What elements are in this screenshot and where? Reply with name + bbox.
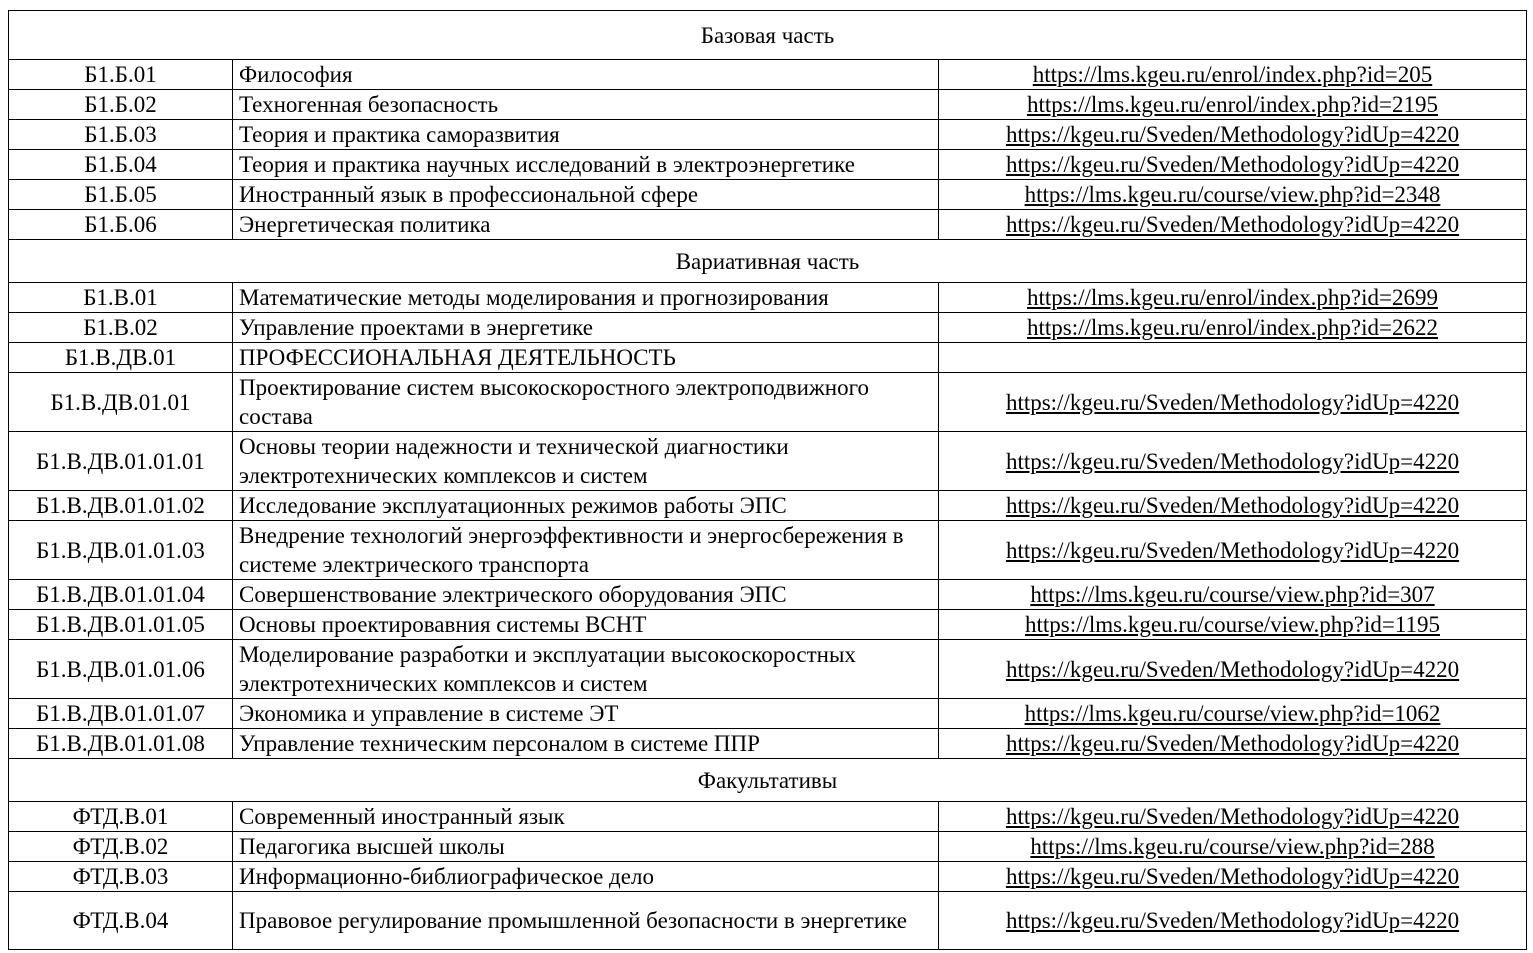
table-row <box>9 832 1527 862</box>
resource-link[interactable]: https://lms.kgeu.ru/enrol/index.php?id=2699 <box>1027 285 1438 310</box>
table-row <box>9 373 1527 432</box>
resource-link[interactable]: https://kgeu.ru/Sveden/Methodology?idUp=4220 <box>1005 864 1460 889</box>
section-title: Факультативы <box>9 759 1527 802</box>
discipline-name: Иностранный язык в профессиональной сфере <box>233 180 939 210</box>
discipline-name: Педагогика высшей школы <box>233 832 939 862</box>
discipline-name: Современный иностранный язык <box>233 802 939 832</box>
discipline-code: ФТД.В.03 <box>9 862 233 892</box>
resource-link-cell <box>939 180 1527 210</box>
discipline-name: Теория и практика научных исследований в электроэнергетике <box>233 150 939 180</box>
resource-link-cell <box>939 610 1527 640</box>
resource-link[interactable]: https://lms.kgeu.ru/course/view.php?id=1062 <box>1024 701 1441 726</box>
resource-link[interactable]: https://lms.kgeu.ru/course/view.php?id=288 <box>1030 834 1435 859</box>
discipline-name: Теория и практика саморазвития <box>233 120 939 150</box>
discipline-code: Б1.Б.06 <box>9 210 233 240</box>
resource-link[interactable]: https://lms.kgeu.ru/course/view.php?id=1195 <box>1025 612 1440 637</box>
discipline-name: Совершенствование электрического оборудования ЭПС <box>233 580 939 610</box>
resource-link-cell <box>939 210 1527 240</box>
resource-link-cell <box>939 90 1527 120</box>
resource-link[interactable]: https://kgeu.ru/Sveden/Methodology?idUp=4220 <box>1005 212 1460 237</box>
discipline-name: Управление техническим персоналом в системе ППР <box>233 729 939 759</box>
discipline-name: Правовое регулирование промышленной безопасности в энергетике <box>233 892 939 950</box>
table-row <box>9 610 1527 640</box>
section-title: Базовая часть <box>9 11 1527 60</box>
table-row <box>9 180 1527 210</box>
section-header-row <box>9 759 1527 802</box>
discipline-code: Б1.В.ДВ.01.01.04 <box>9 580 233 610</box>
resource-link-cell <box>939 862 1527 892</box>
table-row <box>9 699 1527 729</box>
resource-link-cell <box>939 892 1527 950</box>
discipline-code: Б1.В.ДВ.01.01.07 <box>9 699 233 729</box>
table-row <box>9 640 1527 699</box>
table-row <box>9 432 1527 491</box>
discipline-code: Б1.В.ДВ.01.01.01 <box>9 432 233 491</box>
discipline-code: Б1.В.02 <box>9 313 233 343</box>
resource-link-cell <box>939 373 1527 432</box>
resource-link[interactable]: https://kgeu.ru/Sveden/Methodology?idUp=4220 <box>1005 448 1460 474</box>
discipline-code: Б1.В.ДВ.01.01.03 <box>9 521 233 580</box>
table-row <box>9 210 1527 240</box>
resource-link-cell <box>939 432 1527 491</box>
discipline-name: Основы теории надежности и технической диагностики электротехнических комплексов и систем <box>233 432 939 491</box>
table-row <box>9 892 1527 950</box>
resource-link-cell <box>939 802 1527 832</box>
resource-link[interactable]: https://lms.kgeu.ru/course/view.php?id=307 <box>1030 582 1435 607</box>
discipline-code: Б1.В.ДВ.01.01.08 <box>9 729 233 759</box>
section-title: Вариативная часть <box>9 240 1527 283</box>
table-row <box>9 580 1527 610</box>
table-row <box>9 313 1527 343</box>
resource-link[interactable]: https://kgeu.ru/Sveden/Methodology?idUp=4220 <box>1005 493 1460 518</box>
table-row <box>9 521 1527 580</box>
table-row <box>9 120 1527 150</box>
resource-link-cell <box>939 120 1527 150</box>
resource-link-cell <box>939 343 1527 373</box>
discipline-name: Исследование эксплуатационных режимов работы ЭПС <box>233 491 939 521</box>
discipline-code: Б1.Б.03 <box>9 120 233 150</box>
discipline-code: Б1.В.ДВ.01.01 <box>9 373 233 432</box>
discipline-name: Моделирование разработки и эксплуатации высокоскоростных электротехнических комплексов и систем <box>233 640 939 699</box>
table-row <box>9 802 1527 832</box>
discipline-name: Внедрение технологий энергоэффективности и энергосбережения в системе электрического транспорта <box>233 521 939 580</box>
resource-link-cell <box>939 491 1527 521</box>
discipline-code: Б1.Б.05 <box>9 180 233 210</box>
table-row <box>9 90 1527 120</box>
discipline-name: Энергетическая политика <box>233 210 939 240</box>
resource-link-cell <box>939 640 1527 699</box>
discipline-name: Информационно-библиографическое дело <box>233 862 939 892</box>
discipline-code: Б1.В.ДВ.01 <box>9 343 233 373</box>
discipline-name: Управление проектами в энергетике <box>233 313 939 343</box>
resource-link-cell <box>939 729 1527 759</box>
discipline-code: Б1.В.ДВ.01.01.05 <box>9 610 233 640</box>
resource-link-cell <box>939 60 1527 90</box>
disciplines-table <box>8 10 1527 950</box>
discipline-name: Техногенная безопасность <box>233 90 939 120</box>
discipline-code: Б1.Б.01 <box>9 60 233 90</box>
resource-link-cell <box>939 699 1527 729</box>
table-row <box>9 60 1527 90</box>
section-header-row <box>9 11 1527 60</box>
discipline-name: Математические методы моделирования и прогнозирования <box>233 283 939 313</box>
discipline-name: Основы проектировавния системы ВСНТ <box>233 610 939 640</box>
discipline-name: Философия <box>233 60 939 90</box>
resource-link[interactable]: https://kgeu.ru/Sveden/Methodology?idUp=4220 <box>1005 389 1460 415</box>
discipline-code: Б1.Б.02 <box>9 90 233 120</box>
table-row <box>9 729 1527 759</box>
resource-link[interactable]: https://lms.kgeu.ru/enrol/index.php?id=205 <box>1032 62 1433 87</box>
discipline-code: ФТД.В.02 <box>9 832 233 862</box>
discipline-name: ПРОФЕССИОНАЛЬНАЯ ДЕЯТЕЛЬНОСТЬ <box>233 343 939 373</box>
resource-link[interactable]: https://lms.kgeu.ru/enrol/index.php?id=2195 <box>1027 92 1438 117</box>
table-row <box>9 491 1527 521</box>
resource-link[interactable]: https://lms.kgeu.ru/course/view.php?id=2348 <box>1024 182 1441 207</box>
resource-link-cell <box>939 313 1527 343</box>
resource-link[interactable]: https://kgeu.ru/Sveden/Methodology?idUp=4220 <box>1005 804 1460 829</box>
resource-link-cell <box>939 283 1527 313</box>
discipline-name: Проектирование систем высокоскоростного электроподвижного состава <box>233 373 939 432</box>
discipline-code: ФТД.В.01 <box>9 802 233 832</box>
discipline-name: Экономика и управление в системе ЭТ <box>233 699 939 729</box>
resource-link[interactable]: https://lms.kgeu.ru/enrol/index.php?id=2622 <box>1027 315 1438 340</box>
discipline-code: Б1.В.ДВ.01.01.06 <box>9 640 233 699</box>
resource-link-cell <box>939 832 1527 862</box>
resource-link[interactable]: https://kgeu.ru/Sveden/Methodology?idUp=4220 <box>1005 122 1460 147</box>
discipline-code: ФТД.В.04 <box>9 892 233 950</box>
section-header-row <box>9 240 1527 283</box>
resource-link-cell <box>939 150 1527 180</box>
resource-link-cell <box>939 580 1527 610</box>
table-row <box>9 283 1527 313</box>
discipline-code: Б1.В.01 <box>9 283 233 313</box>
table-row <box>9 150 1527 180</box>
resource-link-cell <box>939 521 1527 580</box>
discipline-code: Б1.Б.04 <box>9 150 233 180</box>
table-row <box>9 343 1527 373</box>
resource-link[interactable]: https://kgeu.ru/Sveden/Methodology?idUp=4220 <box>1005 908 1460 933</box>
resource-link[interactable]: https://kgeu.ru/Sveden/Methodology?idUp=4220 <box>1005 731 1460 756</box>
resource-link[interactable]: https://kgeu.ru/Sveden/Methodology?idUp=4220 <box>1005 656 1460 682</box>
resource-link[interactable]: https://kgeu.ru/Sveden/Methodology?idUp=4220 <box>1005 537 1460 563</box>
table-row <box>9 862 1527 892</box>
discipline-code: Б1.В.ДВ.01.01.02 <box>9 491 233 521</box>
resource-link[interactable]: https://kgeu.ru/Sveden/Methodology?idUp=4220 <box>1005 152 1460 177</box>
